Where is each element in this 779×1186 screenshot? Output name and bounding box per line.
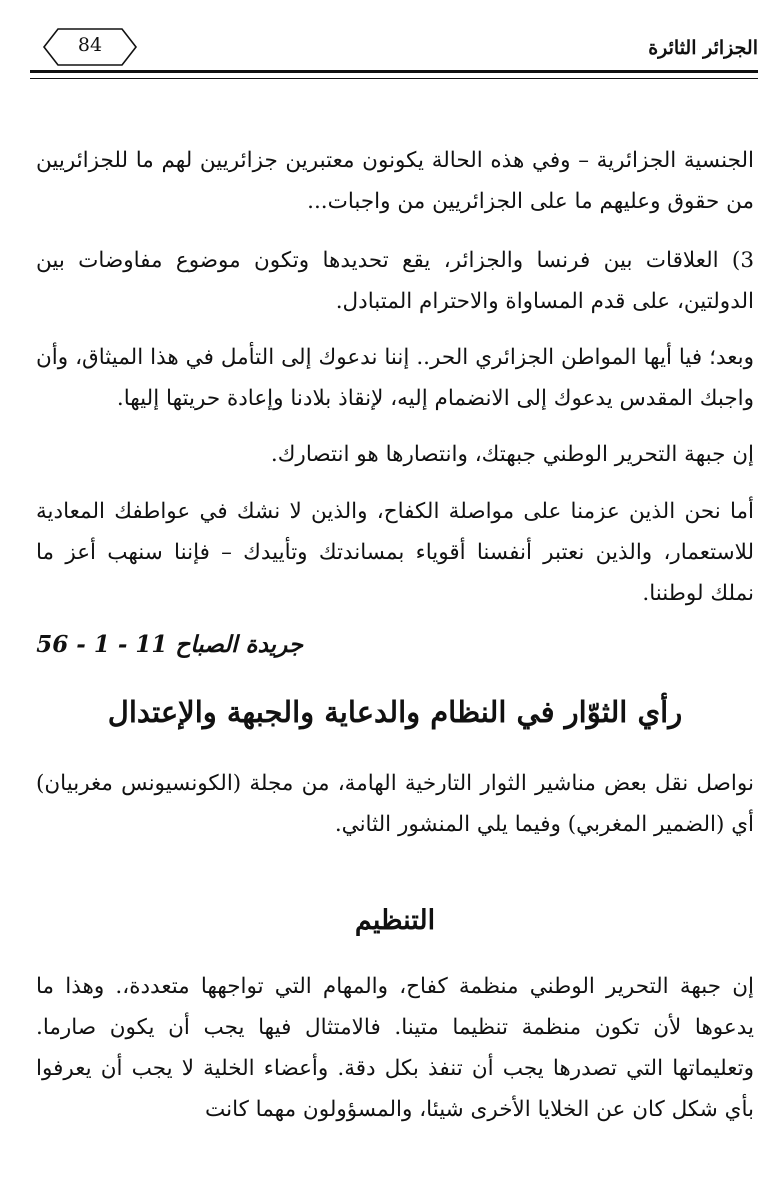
header-rule-thin [30, 78, 758, 79]
paragraph-organization: إن جبهة التحرير الوطني منظمة كفاح، والمهام التي تواجهها متعددة،. وهذا ما يدعوها لأن تكون منظمة تنظيما متينا. فالامتثال فيها يجب أن يكون صارما. وتعليماتها التي تصدرها يجب أن تنفذ بكل دقة. وأعضاء الخلية لا يجب أن يعرفوا بأي شكل كان عن الخلايا الأخرى شيئا، والمسؤولون مهما كانت [36, 974, 754, 1122]
paragraph-struggle: أما نحن الذين عزمنا على مواصلة الكفاح، والذين لا نشك في عواطفك المعادية للاستعمار، والذين نعتبر أنفسنا أقوياء بمساندتك وتأييدك – فإننا سنهب أعز ما نملك لوطننا. [36, 499, 754, 606]
subheading-organization: التنظيم [354, 905, 436, 936]
paragraph-appeal: وبعد؛ فيا أيها المواطن الجزائري الحر.. إننا ندعوك إلى التأمل في هذا الميثاق، وأن واجبك المقدس يدعوك إلى الانضمام إليه، لإنقاذ بلادنا وإعادة حريتها إليها. [36, 345, 754, 411]
running-title: الجزائر الثائرة [648, 37, 758, 59]
page-number-badge [30, 25, 150, 69]
section-heading: رأي الثوّار في النظام والدعاية والجبهة والإعتدال [107, 695, 683, 729]
paragraph-intro: نواصل نقل بعض مناشير الثوار التارخية الهامة، من مجلة (الكونسيونس مغربيان) أي (الضمير المغربي) وفيما يلي المنشور الثاني. [36, 771, 754, 837]
source-citation: جريدة الصباح 11 - 1 - 56 [36, 631, 303, 658]
header-rule-thick [30, 70, 758, 73]
page-number: 84 [77, 34, 103, 56]
page-header [30, 25, 758, 85]
paragraph-front: إن جبهة التحرير الوطني جبهتك، وانتصارها هو انتصارك. [270, 442, 754, 467]
paragraph-relations: 3) العلاقات بين فرنسا والجزائر، يقع تحديدها وتكون موضوع مفاوضات بين الدولتين، على قدم المساواة والاحترام المتبادل. [36, 248, 754, 314]
paragraph-nationality: الجنسية الجزائرية – وفي هذه الحالة يكونون معتبرين جزائريين لهم ما للجزائريين من حقوق وعليهم ما على الجزائريين من واجبات... [36, 148, 754, 214]
